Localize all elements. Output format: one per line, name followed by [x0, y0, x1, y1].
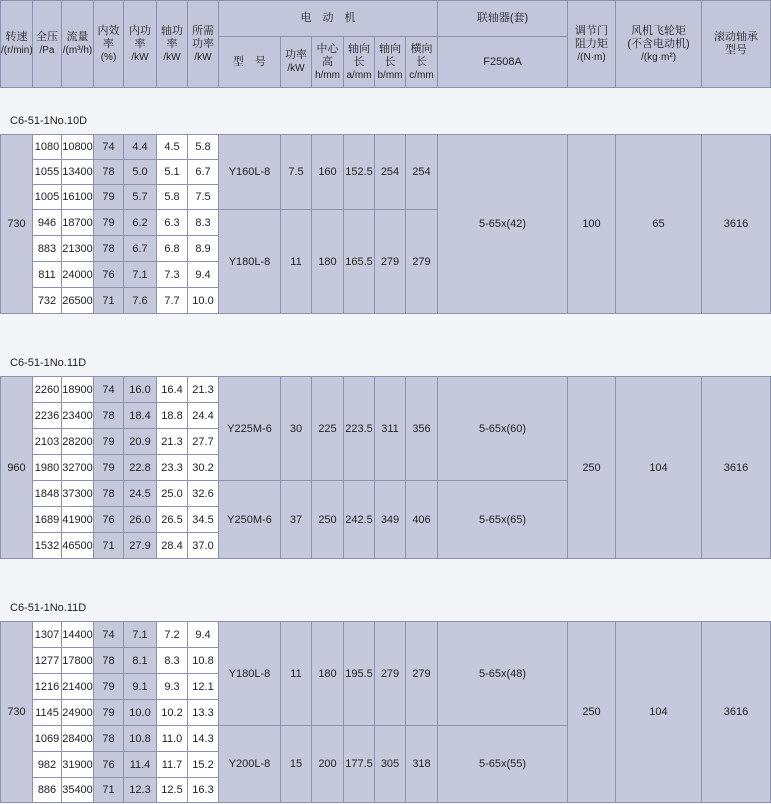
flywheel-cell: 104 — [616, 622, 702, 803]
flow-cell: 41900 — [62, 507, 94, 533]
coupling-cell: 5-65x(60) — [438, 377, 568, 481]
motor-model-cell: Y225M-6 — [219, 377, 281, 481]
required-power-cell: 6.7 — [188, 160, 219, 185]
inner-power-cell: 9.1 — [124, 674, 157, 700]
header-flow: 流量 /(m³/h) — [62, 1, 94, 88]
efficiency-cell: 71 — [94, 288, 124, 314]
center-height-cell: 250 — [312, 481, 344, 559]
performance-table-2 — [0, 376, 771, 559]
inner-power-cell: 8.1 — [124, 648, 157, 674]
inner-power-cell: 24.5 — [124, 481, 157, 507]
speed-cell: 960 — [1, 377, 33, 559]
header-coupling-model: F2508A — [438, 37, 568, 88]
shaft-power-cell: 5.1 — [157, 160, 188, 185]
efficiency-cell: 79 — [94, 429, 124, 455]
flow-cell: 24000 — [62, 262, 94, 288]
header-axial-length-a: 轴向长 a/mm — [344, 37, 375, 88]
efficiency-cell: 78 — [94, 481, 124, 507]
flow-cell: 46500 — [62, 533, 94, 559]
header-shaft-power: 轴功率 /kW — [157, 1, 188, 88]
flow-cell: 26500 — [62, 288, 94, 314]
shaft-power-cell: 8.3 — [157, 648, 188, 674]
inner-power-cell: 20.9 — [124, 429, 157, 455]
flow-cell: 37300 — [62, 481, 94, 507]
axial-length-b-cell: 305 — [375, 726, 406, 803]
shaft-power-cell: 11.7 — [157, 752, 188, 778]
efficiency-cell: 74 — [94, 135, 124, 160]
coupling-cell: 5-65x(55) — [438, 726, 568, 803]
required-power-cell: 16.3 — [188, 778, 219, 803]
efficiency-cell: 79 — [94, 674, 124, 700]
flow-cell: 24900 — [62, 700, 94, 726]
header-inner-power: 内功率 /kW — [124, 1, 157, 88]
flywheel-cell: 65 — [616, 135, 702, 314]
shaft-power-cell: 25.0 — [157, 481, 188, 507]
pressure-cell: 2103 — [33, 429, 62, 455]
block-caption: C6-51-1No.11D — [10, 602, 87, 614]
speed-cell: 730 — [1, 135, 33, 314]
efficiency-cell: 78 — [94, 726, 124, 752]
axial-length-a-cell: 223.5 — [344, 377, 375, 481]
inner-power-cell: 7.1 — [124, 262, 157, 288]
shaft-power-cell: 18.8 — [157, 403, 188, 429]
shaft-power-cell: 7.7 — [157, 288, 188, 314]
header-efficiency: 内效率 (%) — [94, 1, 124, 88]
inner-power-cell: 10.0 — [124, 700, 157, 726]
shaft-power-cell: 16.4 — [157, 377, 188, 403]
flywheel-cell: 104 — [616, 377, 702, 559]
efficiency-cell: 79 — [94, 185, 124, 210]
required-power-cell: 7.5 — [188, 185, 219, 210]
inner-power-cell: 26.0 — [124, 507, 157, 533]
center-height-cell: 225 — [312, 377, 344, 481]
inner-power-cell: 27.9 — [124, 533, 157, 559]
axial-length-b-cell: 254 — [375, 135, 406, 210]
axial-length-a-cell: 195.5 — [344, 622, 375, 726]
damper-cell: 250 — [568, 622, 616, 803]
efficiency-cell: 78 — [94, 160, 124, 185]
required-power-cell: 15.2 — [188, 752, 219, 778]
transverse-length-cell: 254 — [406, 135, 438, 210]
pressure-cell: 811 — [33, 262, 62, 288]
flow-cell: 23400 — [62, 403, 94, 429]
damper-cell: 100 — [568, 135, 616, 314]
table-row — [1, 622, 771, 648]
header-speed: 转速 /(r/min) — [1, 1, 33, 88]
header-pressure: 全压 /Pa — [33, 1, 62, 88]
inner-power-cell: 10.8 — [124, 726, 157, 752]
header-motor-power: 功率 /kW — [281, 37, 312, 88]
shaft-power-cell: 28.4 — [157, 533, 188, 559]
efficiency-cell: 78 — [94, 403, 124, 429]
shaft-power-cell: 6.3 — [157, 210, 188, 236]
header-axial-length-b: 轴向长 b/mm — [375, 37, 406, 88]
efficiency-cell: 76 — [94, 752, 124, 778]
coupling-cell: 5-65x(48) — [438, 622, 568, 726]
efficiency-cell: 76 — [94, 262, 124, 288]
header-flywheel: 风机飞轮矩 (不含电动机) /(kg·m²) — [616, 1, 702, 88]
axial-length-a-cell: 177.5 — [344, 726, 375, 803]
pressure-cell: 1216 — [33, 674, 62, 700]
flow-cell: 17800 — [62, 648, 94, 674]
shaft-power-cell: 21.3 — [157, 429, 188, 455]
header-bearing: 滚动轴承 型号 — [702, 1, 771, 88]
shaft-power-cell: 4.5 — [157, 135, 188, 160]
efficiency-cell: 79 — [94, 700, 124, 726]
pressure-cell: 883 — [33, 236, 62, 262]
inner-power-cell: 5.0 — [124, 160, 157, 185]
header-coupling: 联轴器(套) — [438, 1, 568, 37]
flow-cell: 32700 — [62, 455, 94, 481]
required-power-cell: 9.4 — [188, 262, 219, 288]
transverse-length-cell: 279 — [406, 210, 438, 314]
required-power-cell: 32.6 — [188, 481, 219, 507]
inner-power-cell: 11.4 — [124, 752, 157, 778]
shaft-power-cell: 9.3 — [157, 674, 188, 700]
shaft-power-cell: 12.5 — [157, 778, 188, 803]
flow-cell: 14400 — [62, 622, 94, 648]
shaft-power-cell: 26.5 — [157, 507, 188, 533]
flow-cell: 28400 — [62, 726, 94, 752]
block-caption: C6-51-1No.10D — [10, 115, 88, 127]
inner-power-cell: 18.4 — [124, 403, 157, 429]
axial-length-a-cell: 152.5 — [344, 135, 375, 210]
transverse-length-cell: 318 — [406, 726, 438, 803]
header-motor-model: 型 号 — [219, 37, 281, 88]
transverse-length-cell: 356 — [406, 377, 438, 481]
shaft-power-cell: 7.2 — [157, 622, 188, 648]
pressure-cell: 946 — [33, 210, 62, 236]
required-power-cell: 8.3 — [188, 210, 219, 236]
pressure-cell: 1532 — [33, 533, 62, 559]
required-power-cell: 10.8 — [188, 648, 219, 674]
shaft-power-cell: 10.2 — [157, 700, 188, 726]
flow-cell: 18900 — [62, 377, 94, 403]
required-power-cell: 13.3 — [188, 700, 219, 726]
header-damper: 调节门 阻力矩 /(N·m) — [568, 1, 616, 88]
axial-length-b-cell: 279 — [375, 622, 406, 726]
pressure-cell: 1277 — [33, 648, 62, 674]
inner-power-cell: 7.1 — [124, 622, 157, 648]
pressure-cell: 2236 — [33, 403, 62, 429]
efficiency-cell: 79 — [94, 210, 124, 236]
required-power-cell: 37.0 — [188, 533, 219, 559]
required-power-cell: 24.4 — [188, 403, 219, 429]
efficiency-cell: 71 — [94, 778, 124, 803]
block-caption: C6-51-1No.11D — [10, 357, 87, 369]
header-table — [0, 0, 771, 88]
efficiency-cell: 79 — [94, 455, 124, 481]
motor-power-cell: 7.5 — [281, 135, 312, 210]
flow-cell: 13400 — [62, 160, 94, 185]
center-height-cell: 180 — [312, 622, 344, 726]
performance-table-3 — [0, 621, 771, 803]
motor-model-cell: Y250M-6 — [219, 481, 281, 559]
bearing-cell: 3616 — [702, 377, 771, 559]
pressure-cell: 1980 — [33, 455, 62, 481]
shaft-power-cell: 23.3 — [157, 455, 188, 481]
axial-length-a-cell: 242.5 — [344, 481, 375, 559]
shaft-power-cell: 6.8 — [157, 236, 188, 262]
axial-length-b-cell: 349 — [375, 481, 406, 559]
transverse-length-cell: 279 — [406, 622, 438, 726]
required-power-cell: 30.2 — [188, 455, 219, 481]
motor-model-cell: Y180L-8 — [219, 210, 281, 314]
coupling-cell: 5-65x(42) — [438, 135, 568, 314]
motor-model-cell: Y200L-8 — [219, 726, 281, 803]
required-power-cell: 9.4 — [188, 622, 219, 648]
flow-cell: 18700 — [62, 210, 94, 236]
performance-table-1 — [0, 134, 771, 314]
pressure-cell: 886 — [33, 778, 62, 803]
inner-power-cell: 6.2 — [124, 210, 157, 236]
motor-model-cell: Y160L-8 — [219, 135, 281, 210]
required-power-cell: 34.5 — [188, 507, 219, 533]
flow-cell: 28200 — [62, 429, 94, 455]
pressure-cell: 1307 — [33, 622, 62, 648]
pressure-cell: 1005 — [33, 185, 62, 210]
pressure-cell: 1069 — [33, 726, 62, 752]
inner-power-cell: 16.0 — [124, 377, 157, 403]
pressure-cell: 1080 — [33, 135, 62, 160]
motor-power-cell: 15 — [281, 726, 312, 803]
motor-power-cell: 30 — [281, 377, 312, 481]
header-center-height: 中心高 h/mm — [312, 37, 344, 88]
required-power-cell: 8.9 — [188, 236, 219, 262]
required-power-cell: 12.1 — [188, 674, 219, 700]
flow-cell: 31900 — [62, 752, 94, 778]
motor-power-cell: 37 — [281, 481, 312, 559]
required-power-cell: 5.8 — [188, 135, 219, 160]
efficiency-cell: 74 — [94, 622, 124, 648]
pressure-cell: 1848 — [33, 481, 62, 507]
center-height-cell: 200 — [312, 726, 344, 803]
efficiency-cell: 78 — [94, 236, 124, 262]
required-power-cell: 14.3 — [188, 726, 219, 752]
inner-power-cell: 7.6 — [124, 288, 157, 314]
flow-cell: 16100 — [62, 185, 94, 210]
axial-length-a-cell: 165.5 — [344, 210, 375, 314]
inner-power-cell: 12.3 — [124, 778, 157, 803]
efficiency-cell: 71 — [94, 533, 124, 559]
axial-length-b-cell: 311 — [375, 377, 406, 481]
bearing-cell: 3616 — [702, 135, 771, 314]
inner-power-cell: 4.4 — [124, 135, 157, 160]
table-row — [1, 377, 771, 403]
shaft-power-cell: 7.3 — [157, 262, 188, 288]
inner-power-cell: 5.7 — [124, 185, 157, 210]
motor-model-cell: Y180L-8 — [219, 622, 281, 726]
speed-cell: 730 — [1, 622, 33, 803]
pressure-cell: 1689 — [33, 507, 62, 533]
header-motor: 电 动 机 — [219, 1, 438, 37]
shaft-power-cell: 5.8 — [157, 185, 188, 210]
efficiency-cell: 76 — [94, 507, 124, 533]
flow-cell: 21300 — [62, 236, 94, 262]
center-height-cell: 160 — [312, 135, 344, 210]
table-row — [1, 135, 771, 160]
efficiency-cell: 78 — [94, 648, 124, 674]
coupling-cell: 5-65x(65) — [438, 481, 568, 559]
motor-power-cell: 11 — [281, 622, 312, 726]
damper-cell: 250 — [568, 377, 616, 559]
pressure-cell: 2260 — [33, 377, 62, 403]
pressure-cell: 732 — [33, 288, 62, 314]
required-power-cell: 27.7 — [188, 429, 219, 455]
shaft-power-cell: 11.0 — [157, 726, 188, 752]
center-height-cell: 180 — [312, 210, 344, 314]
pressure-cell: 982 — [33, 752, 62, 778]
inner-power-cell: 6.7 — [124, 236, 157, 262]
required-power-cell: 21.3 — [188, 377, 219, 403]
efficiency-cell: 74 — [94, 377, 124, 403]
required-power-cell: 10.0 — [188, 288, 219, 314]
pressure-cell: 1145 — [33, 700, 62, 726]
flow-cell: 35400 — [62, 778, 94, 803]
flow-cell: 21400 — [62, 674, 94, 700]
bearing-cell: 3616 — [702, 622, 771, 803]
axial-length-b-cell: 279 — [375, 210, 406, 314]
transverse-length-cell: 406 — [406, 481, 438, 559]
flow-cell: 10800 — [62, 135, 94, 160]
header-required-power: 所需 功率 /kW — [188, 1, 219, 88]
header-transverse-length: 横向长 c/mm — [406, 37, 438, 88]
pressure-cell: 1055 — [33, 160, 62, 185]
inner-power-cell: 22.8 — [124, 455, 157, 481]
motor-power-cell: 11 — [281, 210, 312, 314]
